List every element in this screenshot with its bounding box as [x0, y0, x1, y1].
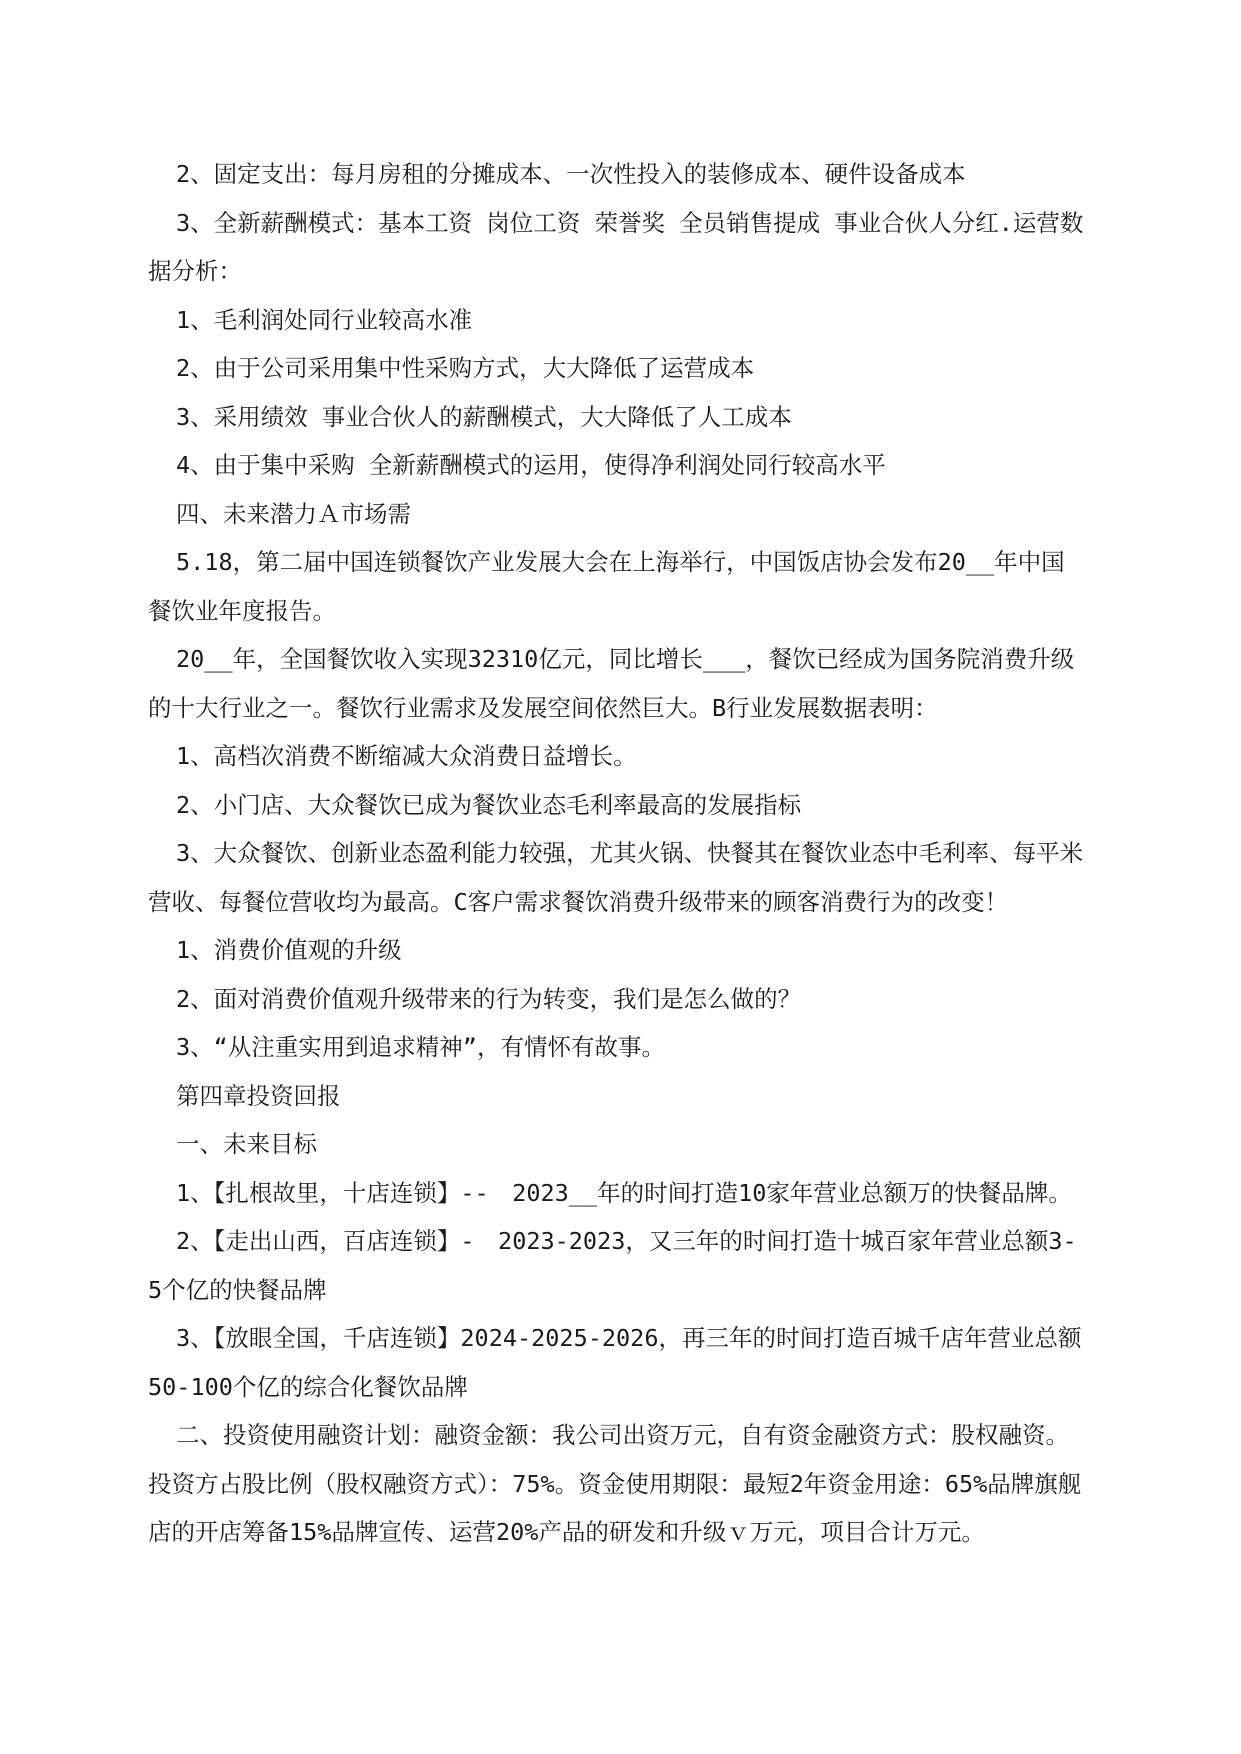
section-heading-future-goals: 一、未来目标: [176, 1130, 317, 1158]
paragraph-small-stores: 2、小门店、大众餐饮已成为餐饮业态毛利率最高的发展指标: [176, 790, 802, 819]
paragraph-value-upgrade: 1、消费价值观的升级: [176, 936, 402, 964]
paragraph-behavior-change: 2、面对消费价值观升级带来的行为转变，我们是怎么做的？: [176, 984, 802, 1013]
paragraph-financing-plan: 二、投资使用融资计划：融资金额：我公司出资万元，自有资金融资方式：股权融资。投资方占股比例（股权融资方式）：75%。资金使用期限：最短2年资金用途：65%品牌旗舰店的开店筹备15%品牌宣传、运营20%产品的研发和升级ｖ万元，项目合计万元。: [148, 1421, 1082, 1546]
paragraph-net-profit: 4、由于集中采购 全新薪酬模式的运用，使得净利润处同行较高水平: [176, 451, 886, 479]
section-heading-future-potential: 四、未来潜力Ａ市场需: [176, 499, 411, 528]
paragraph-industry-revenue: 20__年，全国餐饮收入实现32310亿元，同比增长___，餐饮已经成为国务院消费升级的十大行业之一。餐饮行业需求及发展空间依然巨大。B行业发展数据表明：: [148, 645, 1075, 722]
paragraph-fixed-costs: 2、固定支出：每月房租的分摊成本、一次性投入的装修成本、硬件设备成本: [176, 160, 966, 188]
paragraph-conference: 5.18，第二届中国连锁餐饮产业发展大会在上海举行，中国饭店协会发布20__年中国餐饮业年度报告。: [148, 548, 1065, 625]
document-body: [148, 150, 1088, 1557]
paragraph-spirit: 3、“从注重实用到追求精神”，有情怀有故事。: [176, 1033, 665, 1061]
paragraph-goal-thousand-stores: 3、【放眼全国，千店连锁】2024-2025-2026，再三年的时间打造百城千店年营业总额50-100个亿的综合化餐饮品牌: [148, 1324, 1082, 1401]
paragraph-goal-hundred-stores: 2、【走出山西，百店连锁】- 2023-2023，又三年的时间打造十城百家年营业总额3-5个亿的快餐品牌: [148, 1227, 1077, 1304]
paragraph-partner-salary: 3、采用绩效 事业合伙人的薪酬模式，大大降低了人工成本: [176, 402, 792, 431]
paragraph-mass-dining: 3、大众餐饮、创新业态盈利能力较强，尤其火锅、快餐其在餐饮业态中毛利率、每平米营收、每餐位营收均为最高。C客户需求餐饮消费升级带来的顾客消费行为的改变！: [148, 839, 1084, 916]
paragraph-high-end-decline: 1、高档次消费不断缩减大众消费日益增长。: [176, 742, 637, 770]
paragraph-goal-ten-stores: 1、【扎根故里，十店连锁】-- 2023__年的时间打造10家年营业总额万的快餐品牌。: [176, 1178, 1072, 1207]
chapter-heading-investment-return: 第四章投资回报: [176, 1081, 341, 1110]
paragraph-gross-profit: 1、毛利润处同行业较高水准: [176, 305, 473, 334]
paragraph-central-purchasing: 2、由于公司采用集中性采购方式，大大降低了运营成本: [176, 354, 755, 382]
paragraph-salary-model: 3、全新薪酬模式：基本工资 岗位工资 荣誉奖 全员销售提成 事业合伙人分红.运营数据分析：: [148, 208, 1084, 285]
